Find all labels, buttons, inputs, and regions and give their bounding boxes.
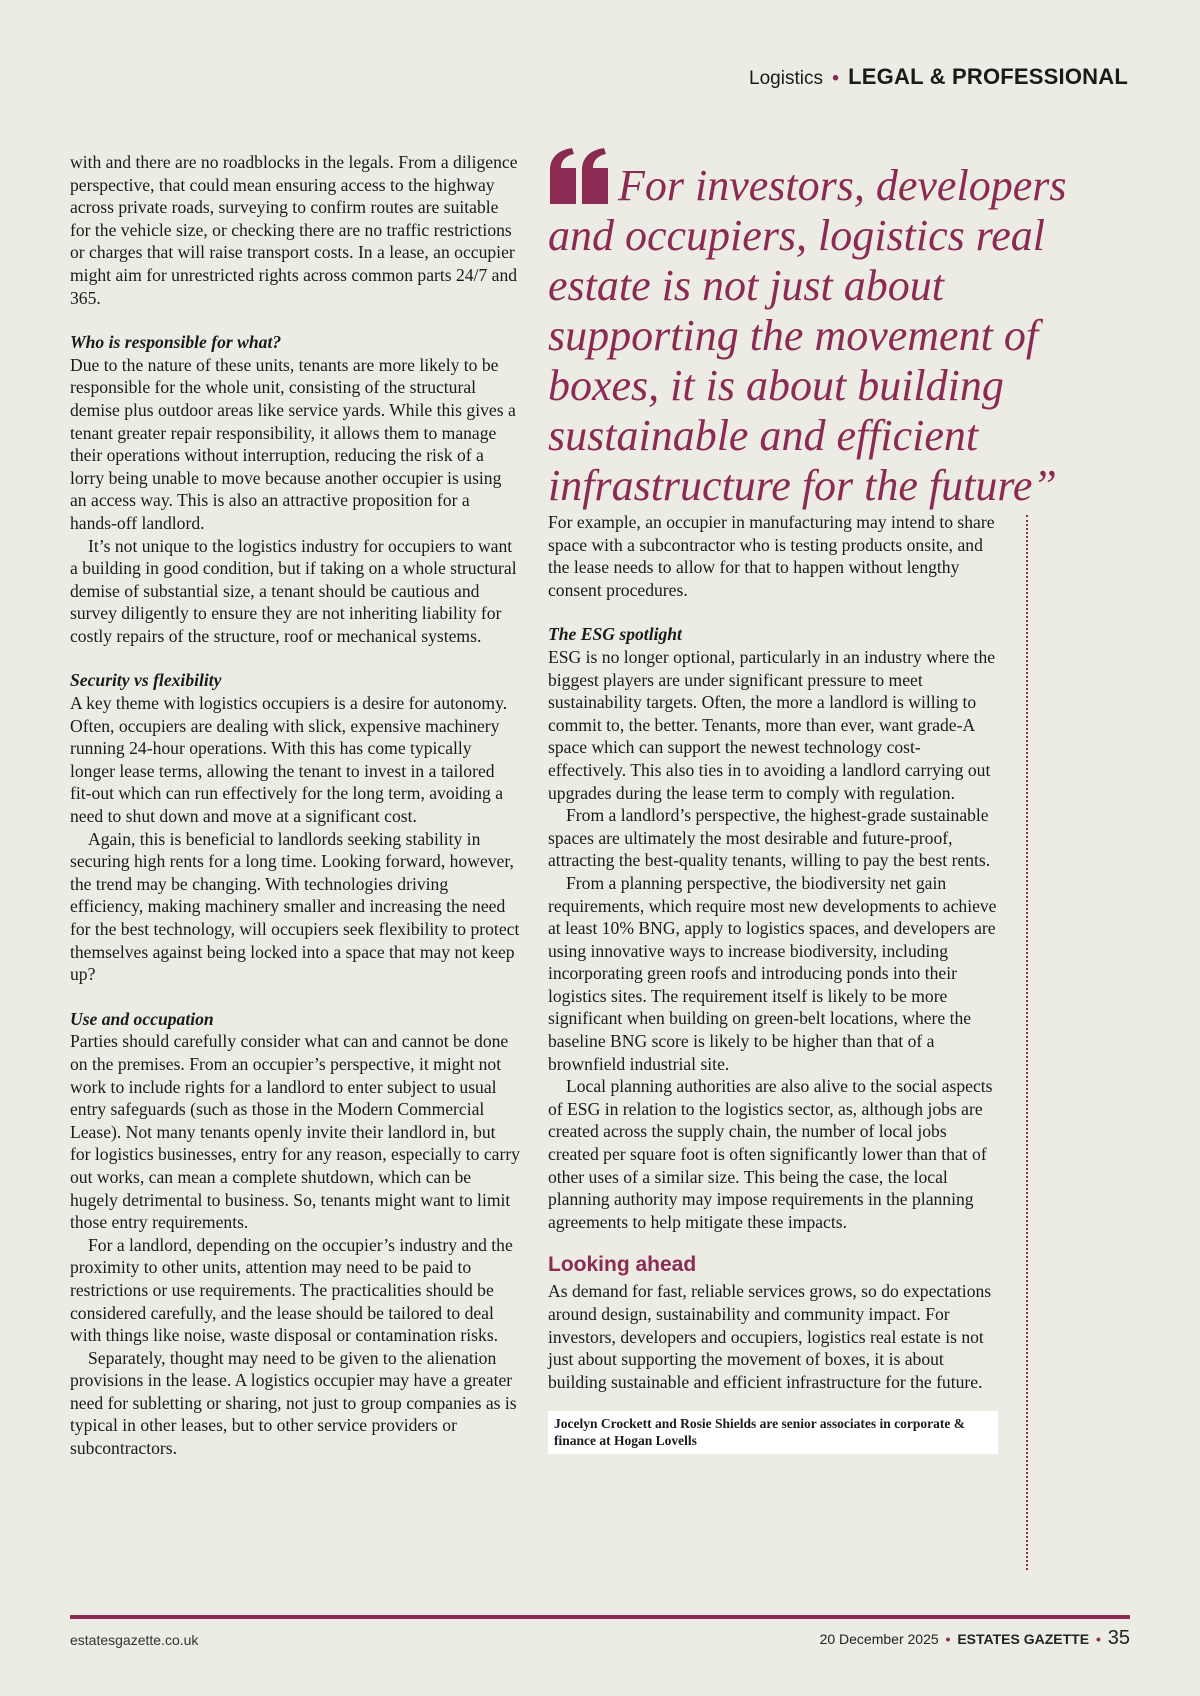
body-paragraph: From a planning perspective, the biodiversity net gain requirements, which require most new developments to achieve at least 10% BNG, apply to logistics spaces, and developers are using innovative ways to increase biodiversity, including incorporating green roofs and introducing ponds into their logistics sites. The requirement itself is likely to be more significant when building on green-belt locations, where the baseline BNG score is likely to be higher than that of a brownfield industrial site. bbox=[548, 872, 997, 1074]
body-paragraph: As demand for fast, reliable services grows, so do expectations around design, sustainability and community impact. For investors, developers and occupiers, logistics real estate is not just about supporting the movement of boxes, it is about building sustainable and efficient infrastructure for the future. bbox=[548, 1281, 992, 1392]
body-paragraph: A key theme with logistics occupiers is a desire for autonomy. Often, occupiers are dealing with slick, expensive machinery running 24-hour operations. With this has come typically longer lease terms, allowing the tenant to invest in a tailored fit-out which can run effectively for the long term, avoiding a need to shut down and move at a significant cost. bbox=[70, 693, 508, 827]
body-paragraph: Local planning authorities are also alive to the social aspects of ESG in relation to the logistics sector, as, although jobs are created across the supply chain, the number of local jobs created per square foot is often significantly lower than that of other uses of a similar size. This being the case, the local planning authority may impose requirements in the planning agreements to help mitigate these impacts. bbox=[548, 1076, 993, 1232]
intro-paragraph: For example, an occupier in manufacturing may intend to share space with a subcontractor who is testing products onsite, and the lease needs to allow for that to happen without lengthy consent procedures. bbox=[548, 512, 995, 600]
author-credit: Jocelyn Crockett and Rosie Shields are senior associates in corporate & finance at Hogan Lovells bbox=[548, 1411, 998, 1454]
left-column bbox=[70, 151, 520, 1460]
footer-info bbox=[820, 1627, 1130, 1650]
pull-quote bbox=[548, 148, 1128, 511]
publication-name: ESTATES GAZETTE bbox=[957, 1631, 1090, 1647]
section-heading: Security vs flexibility bbox=[70, 670, 222, 691]
body-paragraph: Separately, thought may need to be given to the alienation provisions in the lease. A logistics occupier may have a greater need for subletting or sharing, not just to group companies as is typical in other leases, but to other service providers or subcontractors. bbox=[70, 1347, 517, 1459]
section-heading: Use and occupation bbox=[70, 1008, 214, 1029]
section-heading: Who is responsible for what? bbox=[70, 332, 282, 353]
body-paragraph: For a landlord, depending on the occupier’s industry and the proximity to other units, attention may need to be paid to restrictions or use requirements. The practicalities should be considered carefully, and the lease should be tailored to deal with things like noise, waste disposal or contamination risks. bbox=[70, 1234, 513, 1346]
body-paragraph: Parties should carefully consider what can and cannot be done on the premises. From an occupier’s perspective, it might not work to include rights for a landlord to enter subject to usual entry safeguards (such as those in the Modern Commercial Lease). Not many tenants openly invite their landlord in, but for logistics businesses, entry for any reason, especially to carry out works, can mean a complete shutdown, which can be hugely detrimental to business. So, tenants might want to limit those entry requirements. bbox=[70, 1031, 520, 1233]
pull-quote-text: For investors, developers and occupiers, logistics real estate is not just about supporting the movement of boxes, it is about building sustainable and efficient infrastructure for the future” bbox=[548, 161, 1067, 510]
footer-rule bbox=[70, 1615, 1130, 1619]
quote-mark-icon bbox=[548, 148, 612, 204]
column-divider bbox=[1026, 515, 1028, 1570]
body-paragraph: From a landlord’s perspective, the highest-grade sustainable spaces are ultimately the most desirable and future-proof, attracting the best-quality tenants, willing to pay the best rents. bbox=[548, 805, 991, 871]
header-separator: • bbox=[832, 68, 839, 89]
issue-date: 20 December 2025 bbox=[819, 1631, 939, 1647]
footer-separator: • bbox=[1095, 1631, 1101, 1647]
body-paragraph: Again, this is beneficial to landlords seeking stability in securing high rents for a long time. Looking forward, however, the trend may be changing. With technologies driving efficiency, making machinery smaller and increasing the need for the best technology, will occupiers seek flexibility to protect themselves against being locked into a space that may not keep up? bbox=[70, 828, 520, 985]
page-number: 35 bbox=[1107, 1627, 1130, 1649]
running-header bbox=[749, 64, 1128, 90]
body-paragraph: Due to the nature of these units, tenants are more likely to be responsible for the whole unit, consisting of the structural demise plus outdoor areas like service yards. While this gives a tenant greater repair responsibility, it allows them to manage their operations without interruption, reducing the risk of a lorry being unable to move because another occupier is using an access way. This is also an attractive proposition for a hands-off landlord. bbox=[70, 354, 516, 533]
right-column bbox=[548, 511, 998, 1454]
body-paragraph: It’s not unique to the logistics industry for occupiers to want a building in good condition, but if taking on a whole structural demise of substantial size, a tenant should be cautious and survey diligently to ensure they are not inheriting liability for costly repairs of the structure, roof or mechanical systems. bbox=[70, 535, 517, 646]
section-heading-looking-ahead: Looking ahead bbox=[548, 1253, 697, 1277]
footer-separator: • bbox=[945, 1631, 951, 1647]
category-label: LEGAL & PROFESSIONAL bbox=[848, 64, 1128, 89]
section-heading: The ESG spotlight bbox=[548, 624, 682, 645]
section-label: Logistics bbox=[749, 68, 823, 89]
intro-paragraph: with and there are no roadblocks in the legals. From a diligence perspective, that could mean ensuring access to the highway across private roads, surveying to confirm routes are suitable for the vehicle size, or checking there are no traffic restrictions or charges that will raise transport costs. In a lease, an occupier might aim for unrestricted rights across common parts 24/7 and 365. bbox=[70, 152, 518, 308]
body-paragraph: ESG is no longer optional, particularly in an industry where the biggest players are under significant pressure to meet sustainability targets. Often, the more a landlord is willing to commit to, the better. Tenants, more than ever, want grade-A space which can support the newest technology cost-effectively. This also ties in to avoiding a landlord carrying out upgrades during the lease term to comply with regulation. bbox=[548, 646, 996, 803]
footer-website: estatesgazette.co.uk bbox=[70, 1632, 199, 1648]
